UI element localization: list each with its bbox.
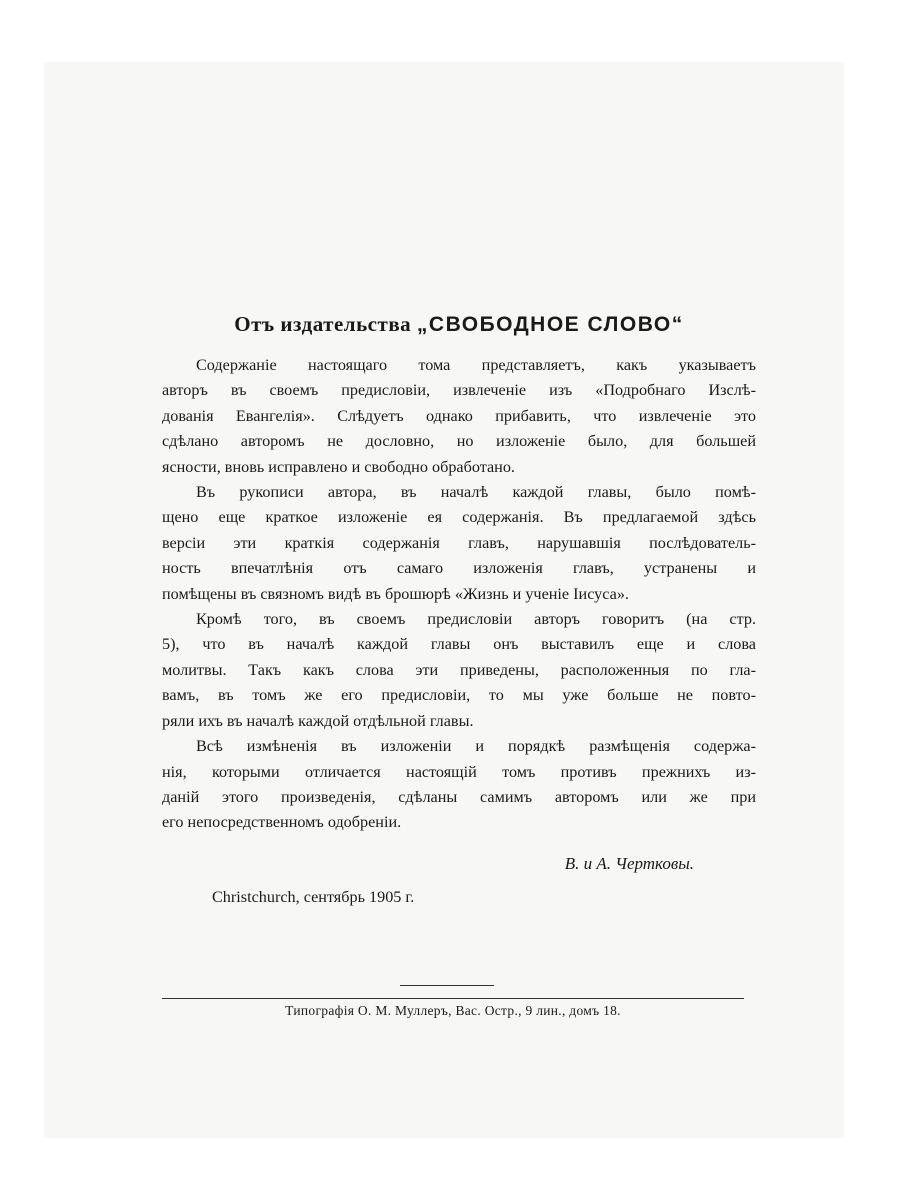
paragraph-2 xyxy=(162,480,756,607)
publisher-name: „СВОБОДНОЕ СЛОВО“ xyxy=(416,313,684,336)
paragraph-line: ясности, вновь исправлено и свободно обработано. xyxy=(162,457,515,476)
paragraph-line: Въ рукописи автора, въ началѣ каждой главы, было помѣ- xyxy=(196,483,756,502)
short-rule xyxy=(400,985,494,986)
printer-imprint: Типографія О. М. Муллеръ, Вас. Остр., 9 лин., домъ 18. xyxy=(285,1003,621,1018)
paragraph-line: Содержаніе настоящаго тома представляетъ, какъ указываетъ xyxy=(196,356,756,374)
page-title xyxy=(162,312,756,337)
paragraph-line: версіи эти краткія содержанія главъ, нарушавшія послѣдователь- xyxy=(162,533,756,552)
paragraph-line: авторъ въ своемъ предисловіи, извлеченіе изъ «Подробнаго Изслѣ- xyxy=(162,381,756,400)
paragraph-1 xyxy=(162,353,756,480)
paragraph-line: вамъ, въ томъ же его предисловіи, то мы уже больше не повто- xyxy=(162,686,756,705)
paragraph-3 xyxy=(162,607,756,734)
paragraph-line: ряли ихъ въ началѣ каждой отдѣльной главы. xyxy=(162,711,474,730)
paragraph-4 xyxy=(162,734,756,836)
heading-prefix: Отъ издательства xyxy=(234,312,412,336)
long-rule xyxy=(162,998,744,999)
paragraph-line: Кромѣ того, въ своемъ предисловіи авторъ говоритъ (на стр. xyxy=(196,610,756,629)
signature: В. и А. Чертковы. xyxy=(564,853,694,873)
place-date: Christchurch, сентябрь 1905 г. xyxy=(212,887,415,906)
paragraph-line: Всѣ измѣненія въ изложеніи и порядкѣ размѣщенія содержа- xyxy=(196,737,756,756)
paragraph-line: ность впечатлѣнія отъ самаго изложенія главъ, устранены и xyxy=(162,559,756,578)
paragraph-line: 5), что въ началѣ каждой главы онъ выставилъ еще и слова xyxy=(162,635,756,654)
paragraph-line: даній этого произведенія, сдѣланы самимъ авторомъ или же при xyxy=(162,787,756,806)
paragraph-line: его непосредственномъ одобреніи. xyxy=(162,813,402,832)
paragraph-line: молитвы. Такъ какъ слова эти приведены, расположенныя по гла- xyxy=(162,660,756,679)
paragraph-line: помѣщены въ связномъ видѣ въ брошюрѣ «Жизнь и ученіе Іисуса». xyxy=(162,584,629,603)
paragraph-line: нія, которыми отличается настоящій томъ противъ прежнихъ из- xyxy=(162,762,756,781)
paragraph-line: дованія Евангелія». Слѣдуетъ однако прибавить, что извлеченіе это xyxy=(162,406,756,425)
paragraph-line: сдѣлано авторомъ не дословно, но изложеніе было, для большей xyxy=(162,432,756,451)
paragraph-line: щено еще краткое изложеніе ея содержанія. Въ предлагаемой здѣсь xyxy=(162,508,756,527)
preface-text-block xyxy=(162,312,756,907)
